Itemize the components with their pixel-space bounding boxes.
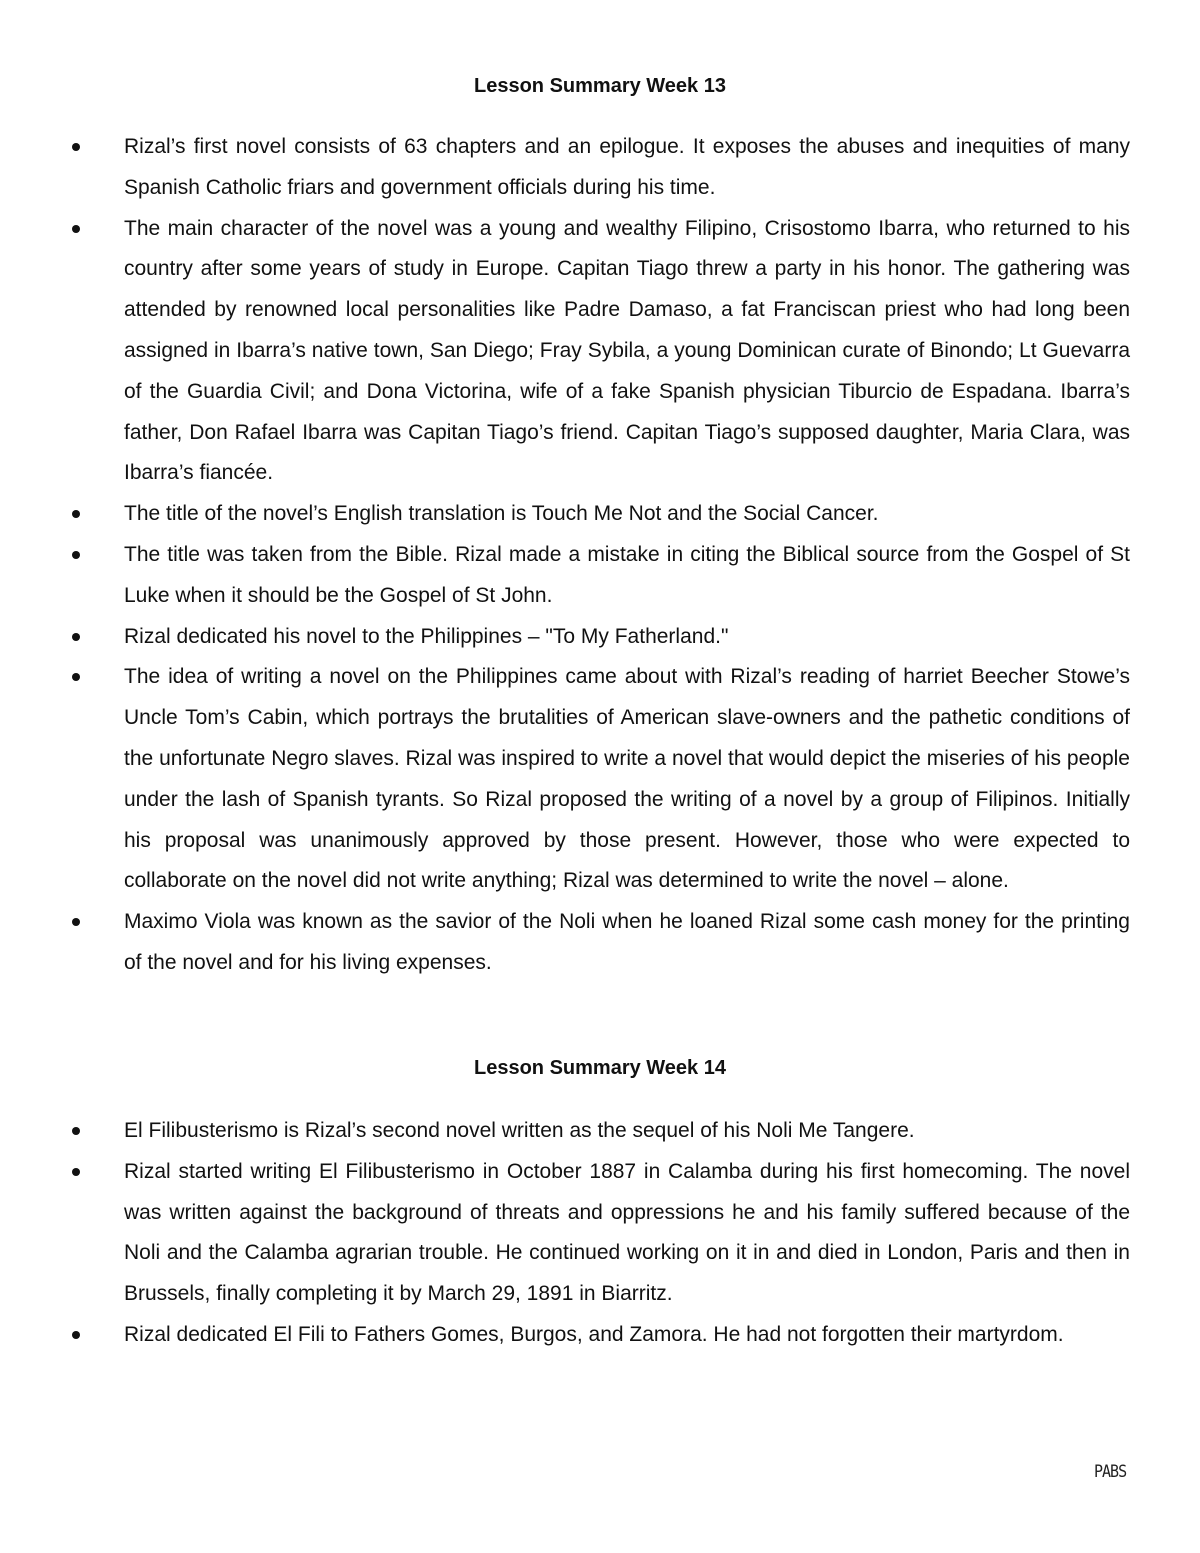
author-signature: PABS <box>1094 1460 1127 1482</box>
bullet-icon <box>72 1331 80 1339</box>
list-item <box>124 617 1130 658</box>
week14-bullet-list <box>124 1111 1130 1356</box>
list-item <box>124 902 1130 984</box>
week14-heading: Lesson Summary Week 14 <box>474 1057 726 1079</box>
list-item-text: The idea of writing a novel on the Philippines came about with Rizal’s reading of harriet Beecher Stowe’s Uncle Tom’s Cabin, which portrays the brutalities of American slave-owners and the pathetic conditions of the unfortunate Negro slaves. Rizal was inspired to write a novel that would depict the miseries of his people under the lash of Spanish tyrants. So Rizal proposed the writing of a novel by a group of Filipinos. Initially his proposal was unanimously approved by those present. However, those who were expected to collaborate on the novel did not write anything; Rizal was determined to write the novel – alone. <box>124 665 1130 893</box>
bullet-icon <box>72 1127 80 1135</box>
list-item <box>124 1111 1130 1152</box>
week13-heading: Lesson Summary Week 13 <box>474 75 726 97</box>
list-item <box>124 535 1130 617</box>
list-item-text: Rizal started writing El Filibusterismo in October 1887 in Calamba during his first homecoming. The novel was written against the background of threats and oppressions he and his family suffered because of the Noli and the Calamba agrarian trouble. He continued working on it in and died in London, Paris and then in Brussels, finally completing it by March 29, 1891 in Biarritz. <box>124 1159 1130 1306</box>
list-item <box>124 127 1130 209</box>
bullet-icon <box>72 551 80 559</box>
list-item-text: The title was taken from the Bible. Rizal made a mistake in citing the Biblical source from the Gospel of St Luke when it should be the Gospel of St John. <box>124 542 1130 607</box>
week13-bullet-list <box>124 127 1130 984</box>
bullet-icon <box>72 673 80 681</box>
bullet-icon <box>72 1168 80 1176</box>
bullet-icon <box>72 633 80 641</box>
list-item <box>124 209 1130 495</box>
list-item-text: Maximo Viola was known as the savior of the Noli when he loaned Rizal some cash money for the printing of the novel and for his living expenses. <box>124 910 1130 974</box>
list-item-text: Rizal’s first novel consists of 63 chapters and an epilogue. It exposes the abuses and inequities of many Spanish Catholic friars and government officials during his time. <box>124 135 1130 199</box>
list-item-text: Rizal dedicated his novel to the Philippines – "To My Fatherland." <box>124 624 729 648</box>
list-item <box>124 657 1130 902</box>
bullet-icon <box>72 918 80 926</box>
list-item <box>124 1315 1130 1356</box>
bullet-icon <box>72 225 80 233</box>
bullet-icon <box>72 510 80 518</box>
list-item <box>124 1152 1130 1315</box>
bullet-icon <box>72 143 80 151</box>
list-item-text: The main character of the novel was a young and wealthy Filipino, Crisostomo Ibarra, who returned to his country after some years of study in Europe. Capitan Tiago threw a party in his honor. The gathering was attended by renowned local personalities like Padre Damaso, a fat Franciscan priest who had long been assigned in Ibarra’s native town, San Diego; Fray Sybila, a young Dominican curate of Binondo; Lt Guevarra of the Guardia Civil; and Dona Victorina, wife of a fake Spanish physician Tiburcio de Espadana. Ibarra’s father, Don Rafael Ibarra was Capitan Tiago’s friend. Capitan Tiago’s supposed daughter, Maria Clara, was Ibarra’s fiancée. <box>124 216 1130 485</box>
list-item-text: Rizal dedicated El Fili to Fathers Gomes, Burgos, and Zamora. He had not forgotten their martyrdom. <box>124 1322 1064 1346</box>
list-item-text: The title of the novel’s English translation is Touch Me Not and the Social Cancer. <box>124 502 879 526</box>
list-item-text: El Filibusterismo is Rizal’s second novel written as the sequel of his Noli Me Tangere. <box>124 1119 915 1142</box>
list-item <box>124 494 1130 535</box>
